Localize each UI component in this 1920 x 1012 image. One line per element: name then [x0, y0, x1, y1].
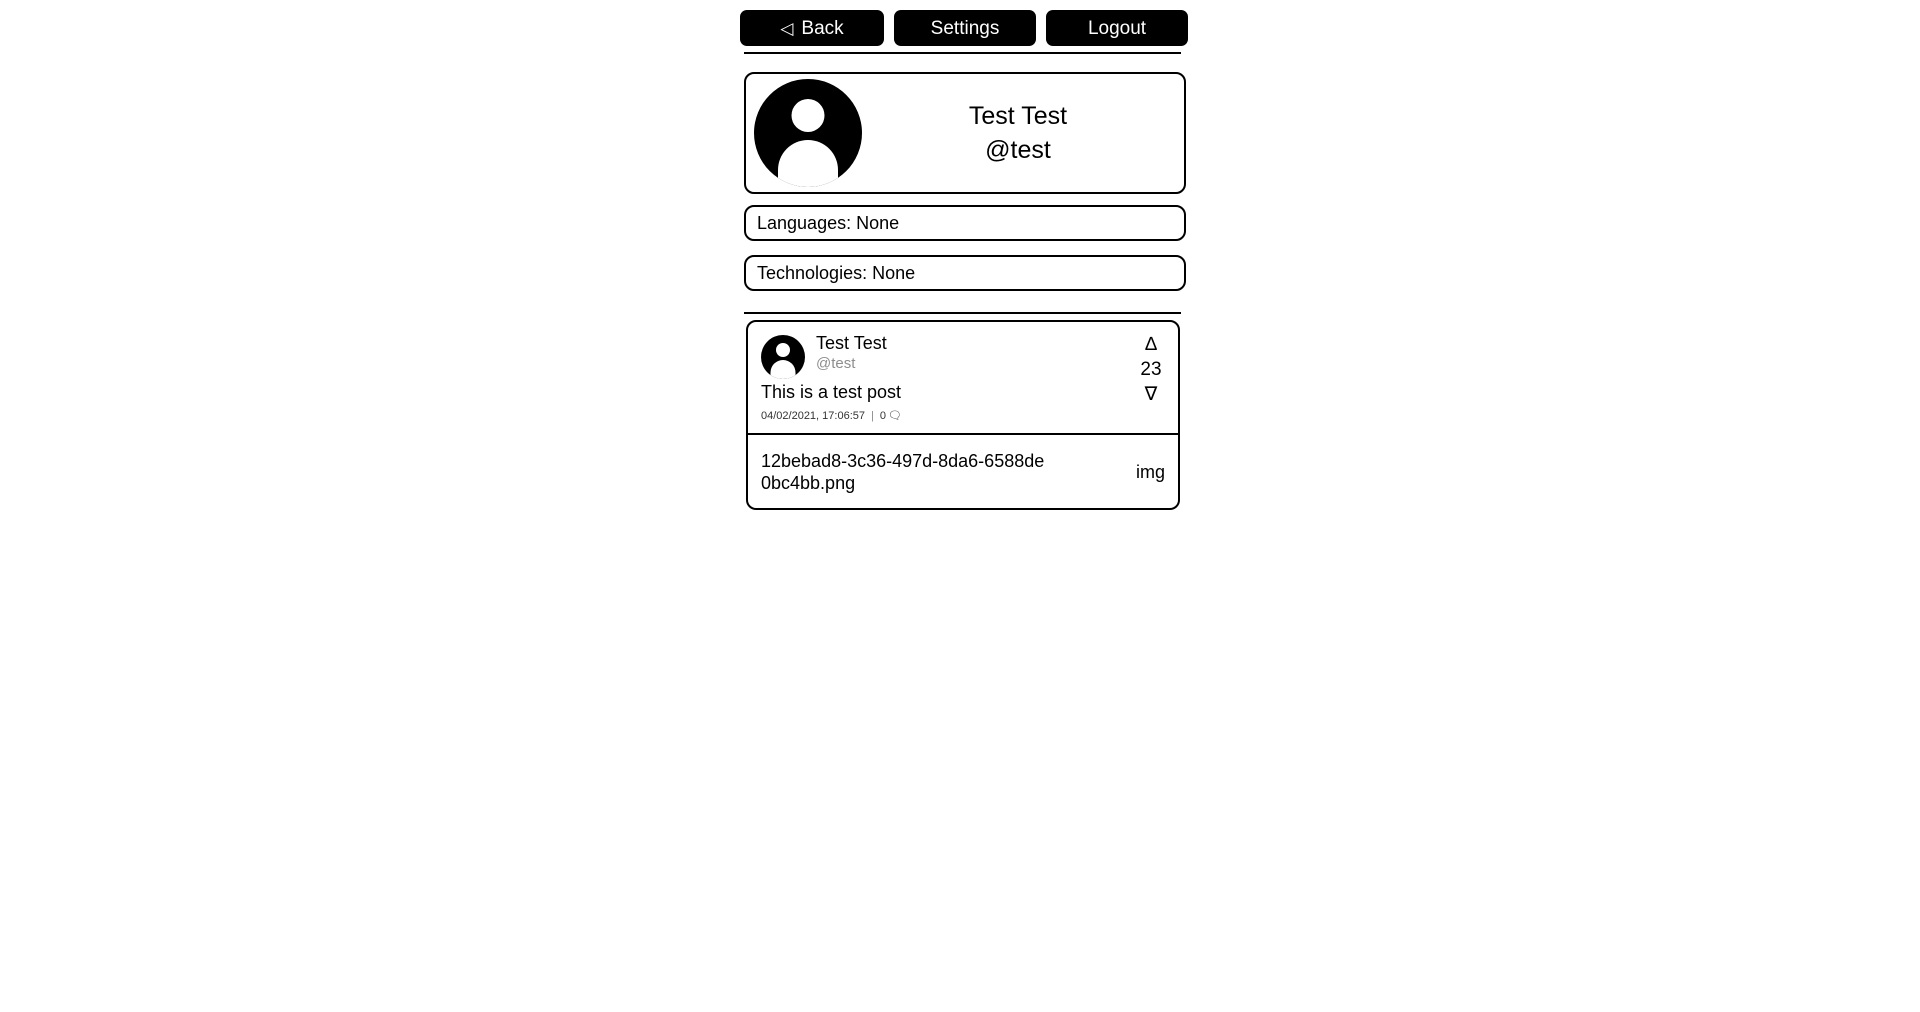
avatar-head-shape	[776, 343, 790, 357]
comment-count-value: 0	[879, 410, 886, 422]
nav-divider	[744, 52, 1181, 54]
avatar-body-shape	[771, 360, 796, 379]
settings-button-label: Settings	[930, 17, 1000, 39]
top-navigation	[740, 10, 1188, 46]
avatar-head-shape	[792, 99, 825, 132]
upvote-icon[interactable]: ∆	[1145, 334, 1157, 355]
post-attachment[interactable]	[748, 435, 1178, 509]
profile-identity	[862, 99, 1184, 167]
profile-name: Test Test	[968, 102, 1068, 130]
languages-label: Languages: None	[757, 212, 900, 233]
downvote-icon[interactable]: ∇	[1144, 384, 1158, 405]
post-body-text: This is a test post	[761, 382, 902, 402]
post-timestamp: 04/02/2021, 17:06:57	[761, 410, 865, 422]
meta-separator: |	[870, 410, 874, 422]
post-card[interactable]	[746, 320, 1180, 510]
triangle-left-icon: ◁	[780, 18, 794, 38]
technologies-label: Technologies: None	[757, 262, 916, 283]
vote-count: 23	[1140, 359, 1162, 380]
attachment-type-label: img	[1135, 462, 1165, 482]
profile-handle: @test	[985, 136, 1051, 164]
profile-card	[744, 72, 1186, 194]
logout-button-label: Logout	[1087, 17, 1147, 39]
user-avatar-icon	[754, 79, 862, 187]
settings-button[interactable]	[894, 10, 1036, 46]
languages-row	[744, 205, 1186, 241]
post-author-handle[interactable]: @test	[816, 355, 856, 372]
user-avatar-icon	[761, 335, 805, 379]
back-button-label: Back	[801, 17, 844, 39]
logout-button[interactable]	[1046, 10, 1188, 46]
comment-icon: 🗨	[887, 410, 902, 422]
post-author-name[interactable]: Test Test	[816, 333, 887, 353]
technologies-row	[744, 255, 1186, 291]
post-meta	[761, 409, 902, 423]
back-button[interactable]	[740, 10, 884, 46]
vote-controls	[1134, 332, 1168, 407]
attachment-filename[interactable]: 12bebad8-3c36-497d-8da6-6588de0bc4bb.png	[761, 451, 1045, 493]
avatar-body-shape	[778, 140, 838, 187]
post-comment-count[interactable]	[880, 409, 902, 423]
post-header	[748, 322, 1178, 435]
section-divider	[744, 312, 1181, 314]
